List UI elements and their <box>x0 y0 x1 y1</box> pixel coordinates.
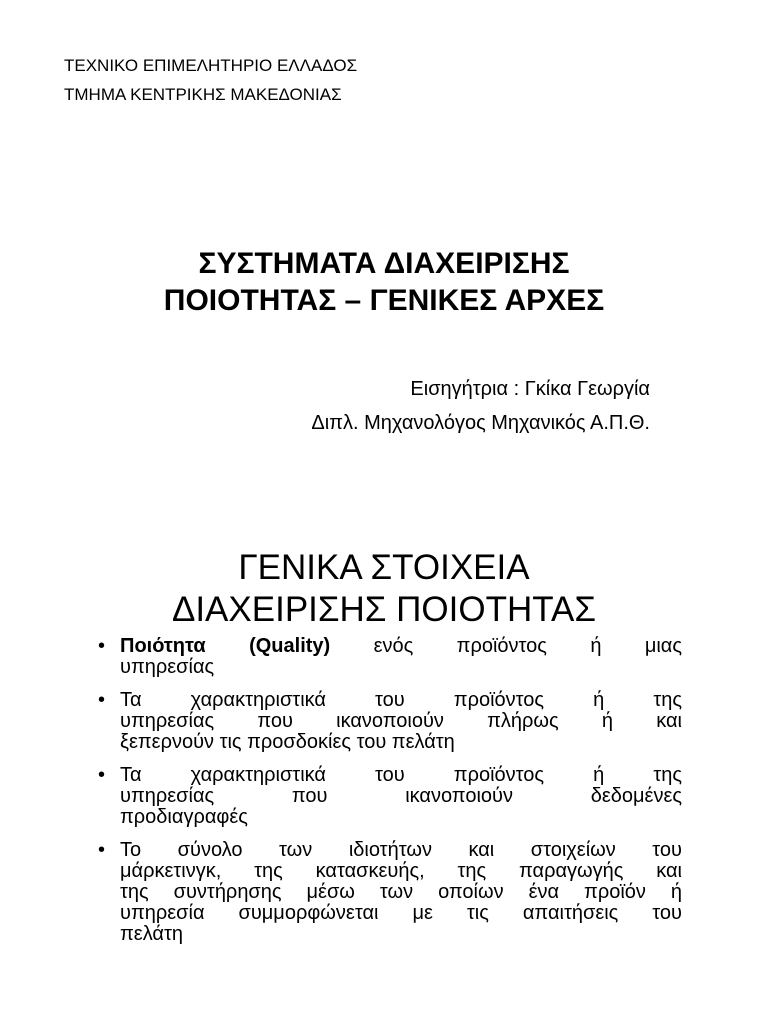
list-item-line <box>120 636 682 657</box>
document-title-line-2: ΠΟΙΟΤΗΤΑΣ – ΓΕΝΙΚΕΣ ΑΡΧΕΣ <box>163 284 605 317</box>
department-name: ΤΜΗΜΑ ΚΕΝΤΡΙΚΗΣ ΜΑΚΕΔΟΝΙΑΣ <box>64 85 342 104</box>
list-item <box>96 636 682 678</box>
organization-name: ΤΕΧΝΙΚΟ ΕΠΙΜΕΛΗΤΗΡΙΟ ΕΛΛΑΔΟΣ <box>64 56 358 75</box>
list-item <box>96 840 682 945</box>
list-item <box>96 765 682 828</box>
bullet-icon: • <box>98 635 106 657</box>
author-name: Εισηγήτρια : Γκίκα Γεωργία <box>410 378 650 400</box>
section-title-line-1: ΓΕΝΙΚΑ ΣΤΟΙΧΕΙΑ <box>238 548 530 587</box>
section-title-line-2: ΔΙΑΧΕΙΡΙΣΗΣ ΠΟΙΟΤΗΤΑΣ <box>171 590 597 629</box>
list-item-line: προδιαγραφές <box>120 806 248 828</box>
list-item-line: μάρκετινγκ, της κατασκευής, της παραγωγής και <box>120 860 682 882</box>
list-item-line: Τα χαρακτηριστικά του προϊόντος ή της <box>120 689 682 711</box>
list-item-line: ξεπερνούν τις προσδοκίες του πελάτη <box>120 731 455 753</box>
author-credentials: Διπλ. Μηχανολόγος Μηχανικός Α.Π.Θ. <box>311 412 650 434</box>
bullet-icon: • <box>98 764 106 786</box>
bullet-icon: • <box>98 839 106 861</box>
definitions-list <box>96 636 682 957</box>
definition-term: Ποιότητα (Quality) <box>120 635 331 657</box>
list-item-line: υπηρεσίας που ικανοποιούν δεδομένες <box>120 785 682 807</box>
list-item-line: υπηρεσίας που ικανοποιούν πλήρως ή και <box>120 710 682 732</box>
bullet-icon: • <box>98 689 106 711</box>
list-item-line: της συντήρησης μέσω των οποίων ένα προϊόν ή <box>120 881 682 903</box>
document-title-line-1: ΣΥΣΤΗΜΑΤΑ ΔΙΑΧΕΙΡΙΣΗΣ <box>198 247 570 280</box>
list-item-line: υπηρεσίας <box>120 656 215 678</box>
list-item-line: Τα χαρακτηριστικά του προϊόντος ή της <box>120 764 682 786</box>
list-item <box>96 690 682 753</box>
list-item-line: πελάτη <box>120 923 183 945</box>
definition-text: ενός προϊόντος ή μιας <box>373 635 683 657</box>
list-item-line: υπηρεσία συμμορφώνεται με τις απαιτήσεις του <box>120 902 682 924</box>
list-item-line: Το σύνολο των ιδιοτήτων και στοιχείων του <box>120 839 682 861</box>
